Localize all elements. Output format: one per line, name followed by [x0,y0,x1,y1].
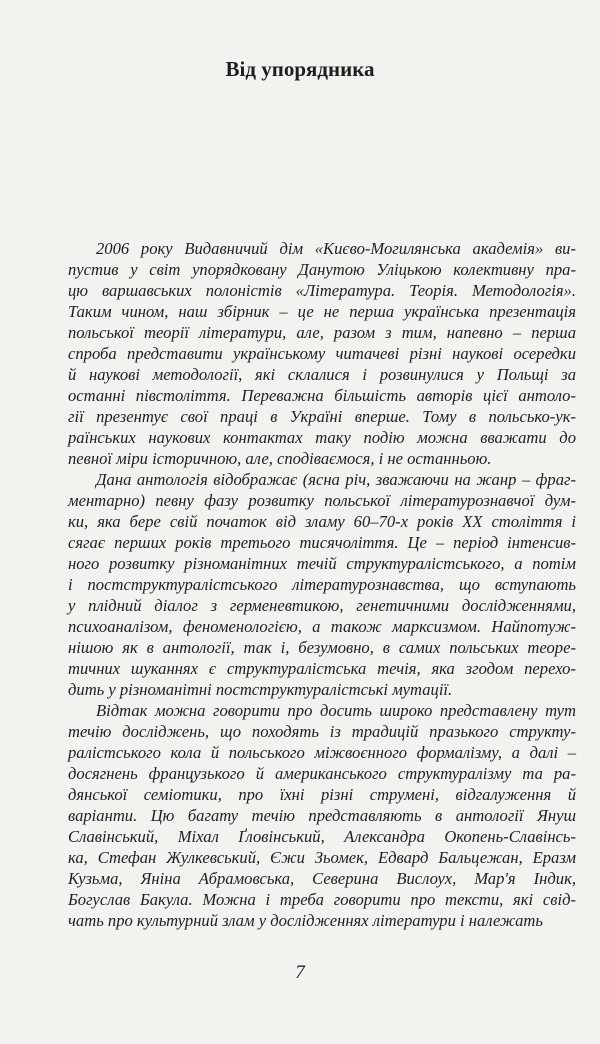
body-text [68,238,576,931]
text-line: Славінський, Міхал Ґловінський, Александра Окопень-Славінсь- [68,827,576,846]
text-line: Таким чином, наш збірник – це не перша українська презентація [68,302,576,321]
text-line: нішою як в антології, так і, безумовно, в самих польських теоре- [68,638,576,657]
text-line: й наукові методології, які склалися і розвинулися у Польщі за [68,365,576,384]
text-line: польської теорії літератури, але, разом з тим, напевно – перша [68,323,576,342]
text-line: дянської семіотики, про їхні різні струмені, відгалуження й [68,785,576,804]
text-line: ки, яка бере свій початок від зламу 60–70-х років XX століття і [68,512,577,531]
text-line: 2006 року Видавничий дім «Києво-Могилянська академія» ви- [96,239,576,258]
page-number: 7 [295,962,305,983]
text-line: психоаналізом, феноменологією, а також марксизмом. Найпотуж- [68,617,576,636]
text-line: досягнень французького й американського структуралізму та ра- [68,764,576,783]
text-line: тичних шуканнях є структуралістська течія, яка згодом перехо- [68,659,576,678]
text-line: дить у різноманітні постструктуралістські мутації. [68,680,453,699]
text-line: цю варшавських полоністів «Література. Теорія. Методологія». [68,281,576,300]
text-line: ментарно) певну фазу розвитку польської літературознавчої дум- [68,491,576,510]
text-line: останні півстоліття. Переважна більшість авторів цієї антоло- [68,386,576,405]
page-title: Від упорядника [225,57,375,81]
text-line: Богуслав Бакула. Можна і треба говорити про тексти, які свід- [68,890,576,909]
text-line: певної міри історичною, але, сподіваємося, і не останньою. [68,449,492,468]
text-line: варіанти. Цю багату течію представляють в антології Януш [68,806,576,825]
text-line: пустив у світ упорядковану Данутою Уліцькою колективну пра- [68,260,576,279]
paragraph [68,469,576,700]
text-line: ралістського кола й польського міжвоєнного формалізму, а далі – [68,743,576,762]
text-line: течію досліджень, що походять із традицій празького структу- [68,722,576,741]
text-line: Кузьма, Яніна Абрамовська, Северина Вислоух, Мар'я Індик, [68,869,576,888]
text-line: гії презентує свої праці в Україні вперше. Тому в польсько-ук- [68,407,576,426]
paragraph [68,238,576,469]
text-line: у плідний діалог з герменевтикою, генетичними дослідженнями, [68,596,576,615]
text-line: Відтак можна говорити про досить широко представлену тут [96,701,576,720]
text-line: сягає перших років третього тисячоліття. Це – період інтенсив- [68,533,576,552]
text-line: раїнських наукових контактах таку подію можна вважати до [68,428,576,447]
paragraph [68,700,576,931]
text-line: чать про культурний злам у дослідженнях літератури і належать [68,911,543,930]
text-line: і постструктуралістського літературознавства, що вступають [68,575,576,594]
text-line: ного розвитку різноманітних течій структуралістського, а потім [68,554,576,573]
text-line: спроба представити українському читачеві різні наукові осередки [68,344,576,363]
text-line: ка, Стефан Жулкевський, Єжи Зьомек, Едвард Бальцежан, Еразм [68,848,576,867]
text-line: Дана антологія відображає (ясна річ, зважаючи на жанр – фраг- [96,470,576,489]
